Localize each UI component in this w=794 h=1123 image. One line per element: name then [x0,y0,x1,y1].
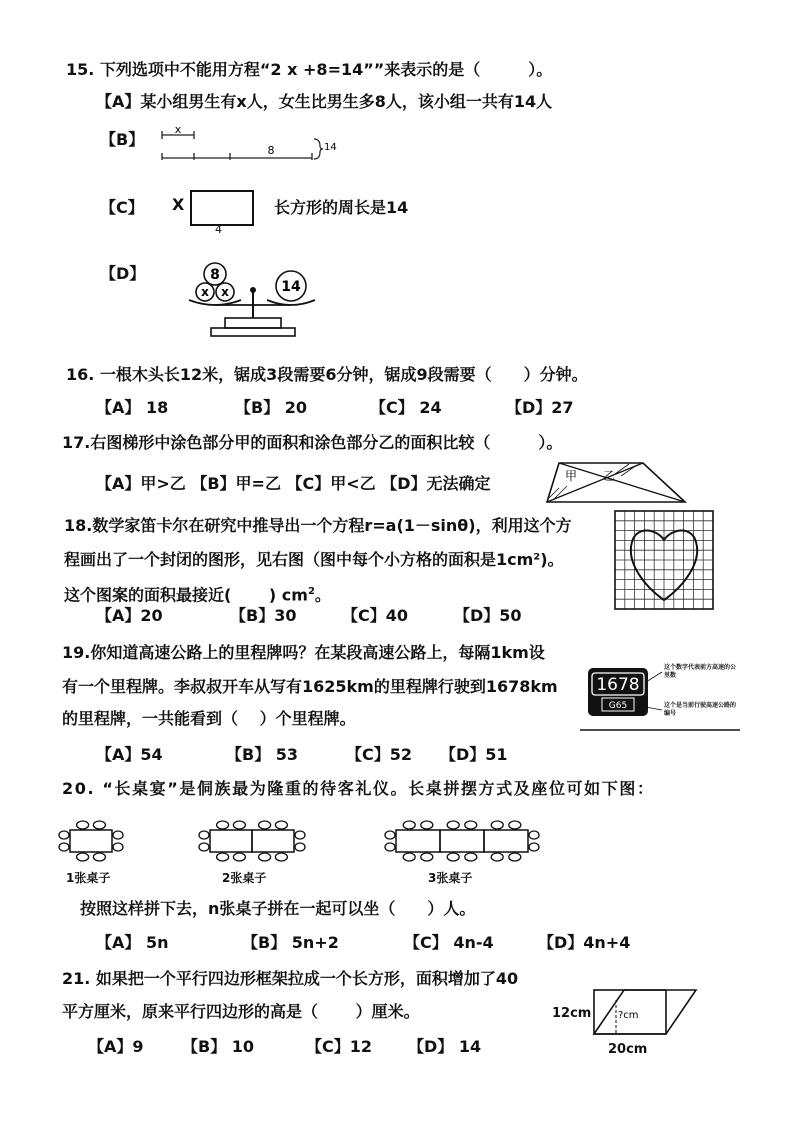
q16-option-a: 【A】 18 [96,398,169,417]
seat [529,831,539,839]
q20-tables-figure [50,818,550,868]
seat [447,853,459,861]
seat [275,853,287,861]
q15-b-8-label: 8 [267,144,275,157]
q20-stem: 20. “长桌宴”是侗族最为隆重的待客礼仪。长桌拼摆方式及座位可如下图： [62,779,655,798]
seat [59,831,69,839]
q19-option-b: 【B】 53 [226,745,299,764]
q17-stem: 17.右图梯形中涂色部分甲的面积和涂色部分乙的面积比较（ ）。 [62,433,563,452]
q15-option-b-diagram [160,125,340,165]
q15-d-balance-scale [185,260,325,340]
q19-option-d: 【D】51 [440,745,508,764]
table [210,830,252,852]
q19-note-2: 这个是当前行驶高速公路的编号 [664,702,737,717]
q18-line-3 [64,582,331,605]
seat [199,831,209,839]
q18-line-3-sup: 2 [307,586,315,597]
q17-yi-label: 乙 [603,469,616,483]
q16-option-b: 【B】 20 [235,398,308,417]
q19-option-c: 【C】52 [346,745,413,764]
table [484,830,528,852]
seat [447,821,459,829]
seat [491,853,503,861]
q18-option-d: 【D】50 [454,606,522,625]
seat [509,821,521,829]
q15-c-text: 长方形的周长是14 [274,198,409,217]
q15-option-d-label: 【D】 [100,264,146,283]
q15-c-rectangle [190,190,254,226]
q18-line-3-end: 。 [314,585,331,605]
seat [77,821,89,829]
q15-option-a: 【A】某小组男生有x人，女生比男生多8人，该小组一共有14人 [96,92,553,111]
q21-label-20: 20cm [608,1042,648,1057]
q19-option-a: 【A】54 [96,745,163,764]
q21-line-1: 21. 如果把一个平行四边形框架拉成一个长方形，面积增加了40 [62,969,519,988]
q15-d-weight-x1: x [201,285,209,299]
q18-grid-lines [615,511,713,609]
seat [509,853,521,861]
q20-ask: 按照这样拼下去，n张桌子拼在一起可以坐（ ）人。 [80,899,476,918]
q15-d-weight-14: 14 [281,279,301,295]
table [440,830,484,852]
seat [259,821,271,829]
seat [217,853,229,861]
seat [233,821,245,829]
q18-option-a: 【A】20 [96,606,163,625]
table [252,830,294,852]
q20-option-a: 【A】 5n [96,933,169,952]
q16-stem: 16. 一根木头长12米，锯成3段需要6分钟，锯成9段需要（ ）分钟。 [66,365,588,384]
seat [295,843,305,851]
q21-option-a: 【A】9 [88,1037,144,1056]
seat [113,831,123,839]
q18-line-2: 程画出了一个封闭的图形，见右图（图中每个小方格的面积是1cm²)。 [64,550,564,569]
q18-line-3-text: 这个图案的面积最接近( ) cm [64,585,308,605]
q21-line-2: 平方厘米，原来平行四边形的高是（ ）厘米。 [62,1002,420,1021]
q21-option-c: 【C】12 [306,1037,373,1056]
q15-option-c-label: 【C】 [100,198,144,217]
q17-trapezoid-figure [545,460,695,505]
q16-option-d: 【D】27 [506,398,574,417]
q21-height-label: ?cm [618,1010,639,1021]
seat [93,821,105,829]
q19-note-1: 这个数字代表前方高速的公里数 [664,664,737,679]
q21-label-12: 12cm [552,1006,592,1021]
seat [259,853,271,861]
table [70,830,112,852]
q20-option-c: 【C】 4n-4 [404,933,494,952]
q20-option-b: 【B】 5n+2 [242,933,339,952]
q18-grid-figure [614,510,714,610]
seat [77,853,89,861]
q19-sign-number: 1678 [596,675,640,695]
seat [385,843,395,851]
q17-jia-label: 甲 [565,469,578,483]
seat [295,831,305,839]
q19-line-1: 19.你知道高速公路上的里程牌吗？在某段高速公路上，每隔1km设 [62,643,545,662]
seat [421,853,433,861]
q21-option-d: 【D】 14 [408,1037,482,1056]
seat [199,843,209,851]
q15-b-x-label: x [174,123,182,136]
q21-parallelogram-figure [592,988,702,1040]
q16-option-c: 【C】 24 [370,398,442,417]
seat [275,821,287,829]
seat [465,853,477,861]
q19-line-3: 的里程牌，一共能看到（ ）个里程牌。 [62,709,356,728]
seat [233,853,245,861]
q18-line-1: 18.数学家笛卡尔在研究中推导出一个方程r=a(1－sinθ)，利用这个方 [64,516,572,535]
q15-c-x-label: X [172,195,185,214]
q15-b-14-label: 14 [324,142,337,153]
q15-option-b-label: 【B】 [100,130,145,149]
q20-option-d: 【D】4n+4 [538,933,631,952]
q15-d-weight-x2: x [221,285,229,299]
q20-caption-1: 1张桌子 [66,871,111,885]
q19-sign-code: G65 [608,701,628,711]
q19-line-2: 有一个里程牌。李叔叔开车从写有1625km的里程牌行驶到1678km [62,677,558,696]
q17-options: 【A】甲>乙 【B】甲=乙 【C】甲<乙 【D】无法确定 [96,474,491,493]
q15-c-4-label: 4 [215,223,222,236]
q15-stem: 15. 下列选项中不能用方程“2 x +8=14””来表示的是（ ）。 [66,60,553,79]
seat [217,821,229,829]
seat [113,843,123,851]
seat [403,821,415,829]
q18-option-b: 【B】30 [230,606,297,625]
seat [529,843,539,851]
seat [59,843,69,851]
q20-caption-2: 2张桌子 [222,871,267,885]
seat [421,821,433,829]
table [396,830,440,852]
q21-option-b: 【B】 10 [182,1037,255,1056]
q18-option-c: 【C】40 [342,606,409,625]
seat [385,831,395,839]
q20-caption-3: 3张桌子 [428,871,473,885]
q15-d-weight-8: 8 [210,267,220,283]
seat [93,853,105,861]
seat [465,821,477,829]
seat [491,821,503,829]
seat [403,853,415,861]
